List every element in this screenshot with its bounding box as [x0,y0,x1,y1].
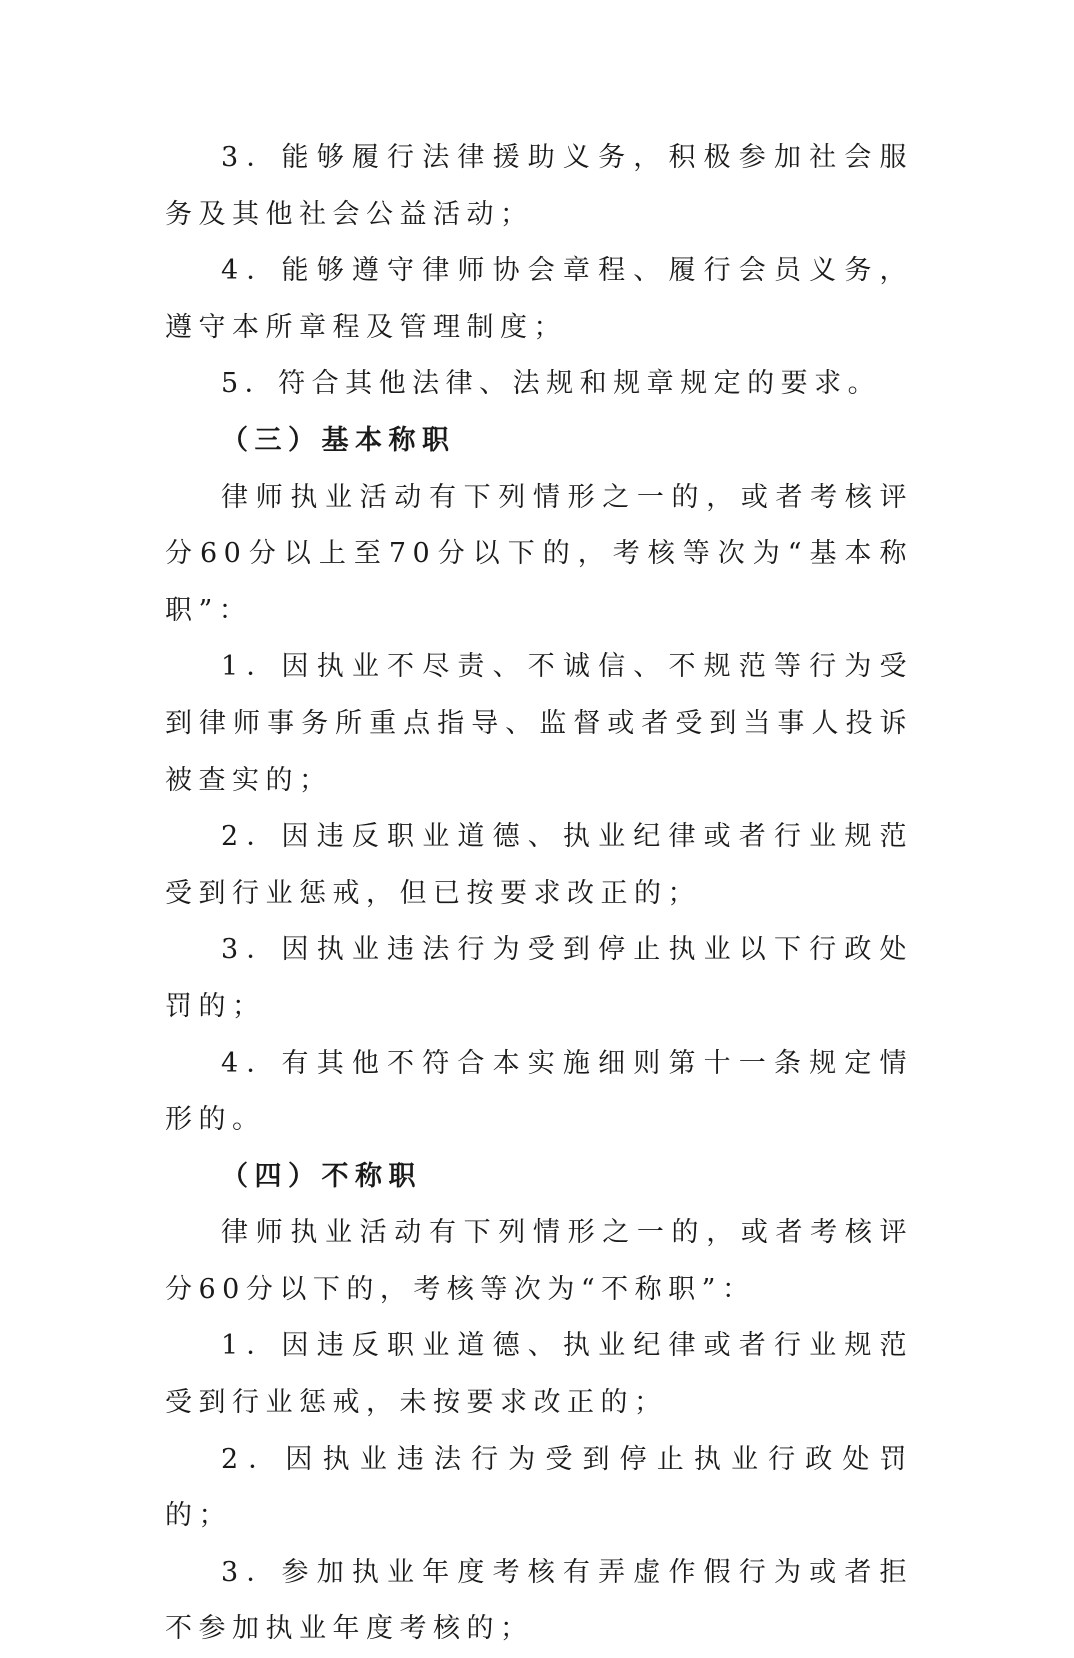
document-body [165,130,913,1658]
list-item: 4．有其他不符合本实施细则第十一条规定情形的。 [165,1047,913,1136]
list-item: 2．因违反职业道德、执业纪律或者行业规范受到行业惩戒，但已按要求改正的； [165,821,913,909]
list-item: 1．因违反职业道德、执业纪律或者行业规范受到行业惩戒，未按要求改正的； [165,1330,913,1419]
section-intro: 律师执业活动有下列情形之一的，或者考核评分60分以下的，考核等次为“不称职”： [165,1217,913,1305]
section-heading: （四）不称职 [221,1160,422,1192]
list-item: 4．能够遵守律师协会章程、履行会员义务，遵守本所章程及管理制度； [165,255,913,343]
section-intro: 律师执业活动有下列情形之一的，或者考核评分60分以上至70分以下的，考核等次为“基本称职”： [165,481,913,626]
list-item: 3．因执业违法行为受到停止执业以下行政处罚的； [165,934,913,1022]
list-item: 1．因执业不尽责、不诚信、不规范等行为受到律师事务所重点指导、监督或者受到当事人投诉被查实的； [165,651,913,796]
list-item: 2．因执业违法行为受到停止执业行政处罚的； [165,1443,913,1532]
list-item: 3．能够履行法律援助义务，积极参加社会服务及其他社会公益活动； [165,142,913,230]
list-item: 3．参加执业年度考核有弄虚作假行为或者拒不参加执业年度考核的； [165,1556,913,1645]
list-item: 5．符合其他法律、法规和规章规定的要求。 [221,368,882,400]
section-heading: （三）基本称职 [221,424,456,456]
